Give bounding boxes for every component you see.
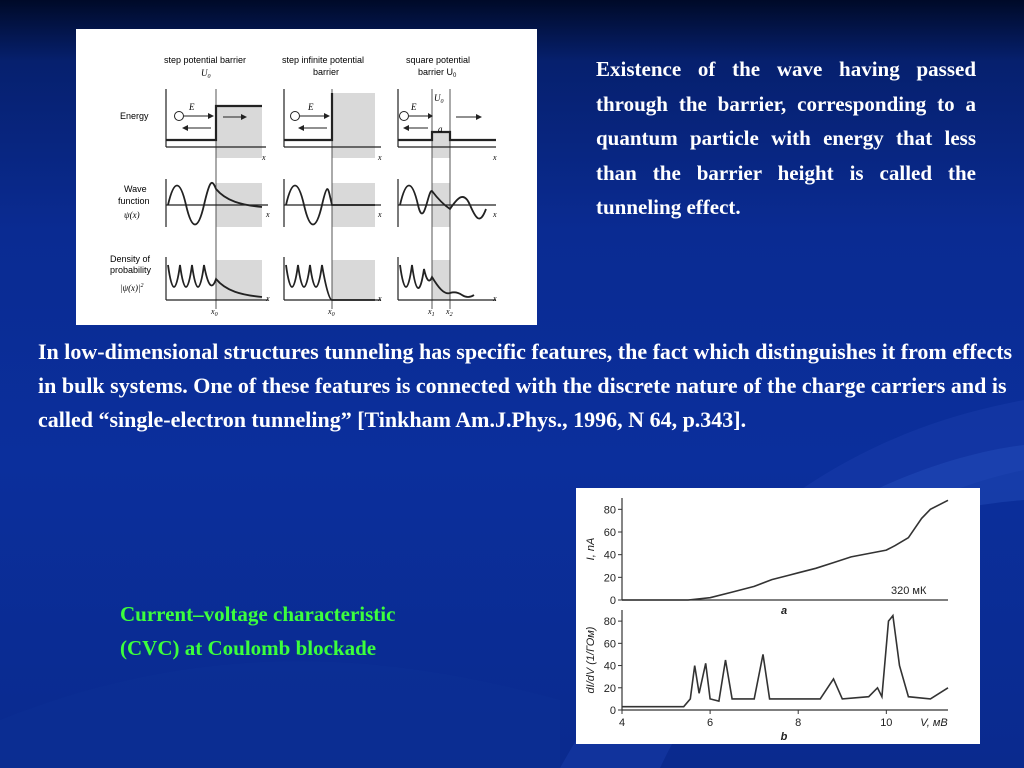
- y-tick-label-b-3: 60: [603, 638, 616, 651]
- y-tick-label-a-0: 0: [609, 595, 616, 607]
- row-label-psi-squared: $|\psi(x)|^2$: [120, 283, 144, 293]
- axis-x-4: x: [266, 210, 270, 219]
- cvc-chart: [576, 488, 980, 744]
- x1-label: $x_1$: [428, 307, 435, 318]
- x-tick-label-b-3: 10: [880, 717, 893, 729]
- energy-label-3: E: [411, 102, 417, 112]
- col3-title: square potential: [406, 55, 471, 65]
- y-tick-label-a-1: 20: [603, 572, 616, 585]
- y-axis-label-a: I, nA: [585, 537, 597, 561]
- col2-title: step infinite potential: [282, 55, 365, 65]
- row-label-energy: Energy: [120, 111, 149, 121]
- y-axis-label-b: dI/dV (1/ГОм): [585, 626, 597, 694]
- row-label-probability: probability: [110, 265, 152, 275]
- row-label-psi: ψ(x): [124, 210, 140, 220]
- col3-subtitle: barrier $U_0$: [418, 67, 457, 79]
- energy-label-2: E: [308, 102, 314, 112]
- axis-x-2: x: [378, 153, 382, 162]
- x0-label-2: $x_0$: [328, 307, 335, 318]
- axis-x-5: x: [378, 210, 382, 219]
- col1-title: step potential barrier: [164, 55, 247, 65]
- y-tick-label-a-2: 40: [603, 549, 616, 562]
- panel-label-b: b: [780, 731, 788, 743]
- x2-label: $x_2$: [446, 307, 453, 318]
- x-tick-label-b-2: 8: [795, 717, 802, 729]
- y-tick-label-b-2: 40: [603, 660, 616, 673]
- x-tick-label-b-1: 6: [707, 717, 714, 729]
- panel-label-a: a: [780, 605, 788, 617]
- col1-u0-label: $U_0$: [201, 68, 211, 80]
- axis-x-8: x: [378, 294, 382, 303]
- annotation-a: 320 мК: [891, 585, 927, 597]
- y-tick-label-b-1: 20: [603, 682, 616, 695]
- y-tick-label-a-3: 60: [603, 527, 616, 539]
- energy-label-1: E: [189, 102, 195, 112]
- axis-x-7: x: [266, 294, 270, 303]
- y-tick-label-a-4: 80: [603, 504, 616, 517]
- row-label-function: function: [118, 196, 150, 206]
- body-paragraph: In low-dimensional structures tunneling has specific features, the fact which distinguishes it from effects in bulk systems. One of these features is connected with the discrete nature of the charge carriers and is called “single-electron tunneling” [Tinkham Am.J.Phys., 1996, N 64, p.343].: [38, 339, 1013, 432]
- axis-x-6: x: [493, 210, 497, 219]
- cvc-caption: [120, 597, 540, 665]
- series-line-b-0: [622, 616, 948, 707]
- width-label-a: a: [438, 124, 443, 134]
- u0-label-3: $U_0$: [434, 93, 444, 105]
- tunneling-diagram-svg: [76, 29, 537, 325]
- x-tick-label-b-0: 4: [618, 717, 626, 729]
- axis-x-1: x: [262, 153, 266, 162]
- y-tick-label-b-4: 80: [603, 616, 616, 629]
- caption-line-2: (CVC) at Coulomb blockade: [120, 636, 377, 660]
- row-label-wave: Wave: [124, 184, 147, 194]
- y-tick-label-b-0: 0: [609, 705, 616, 717]
- x-axis-label-b: V, мВ: [920, 717, 948, 729]
- x0-label-1: $x_0$: [211, 307, 218, 318]
- axis-x-3: x: [493, 153, 497, 162]
- col2-subtitle: barrier: [313, 67, 340, 77]
- row-label-density: Density of: [110, 254, 151, 264]
- tunneling-diagram: [76, 29, 537, 325]
- axis-x-9: x: [493, 294, 497, 303]
- cvc-chart-svg: [576, 488, 980, 744]
- caption-line-1: Current–voltage characteristic: [120, 602, 396, 626]
- intro-paragraph: Existence of the wave having passed through the barrier, corresponding to a quantum particle with energy that less than the barrier height is called the tunneling effect.: [596, 57, 976, 219]
